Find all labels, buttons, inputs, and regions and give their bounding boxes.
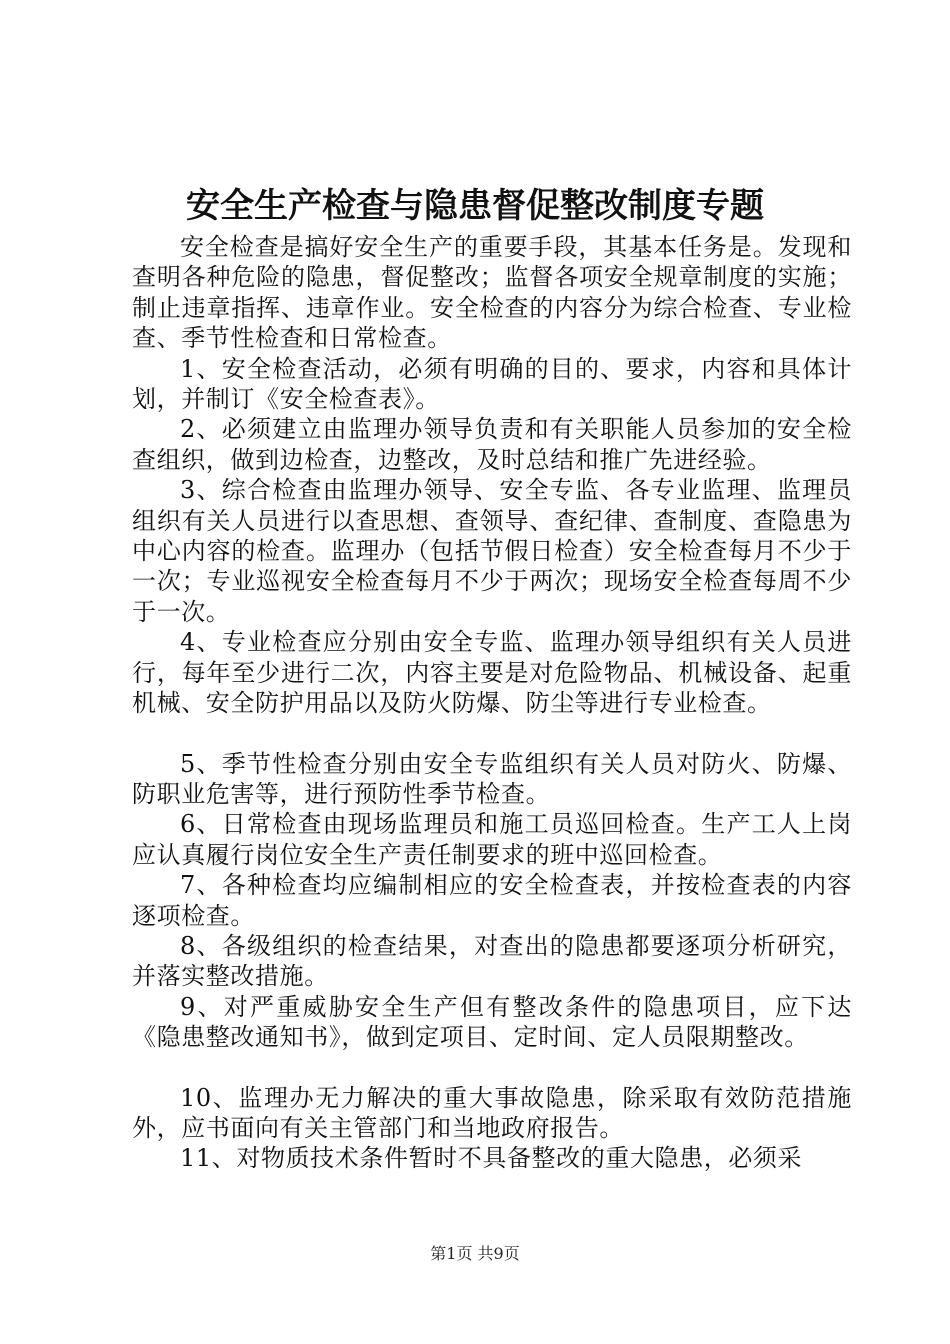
clause-2: 2、必须建立由监理办领导负责和有关职能人员参加的安全检查组织，做到边检查，边整改，及时总结和推广先进经验。 (132, 415, 852, 474)
clause-7: 7、各种检查均应编制相应的安全检查表，并按检查表的内容逐项检查。 (132, 871, 852, 930)
clause-6: 6、日常检查由现场监理员和施工员巡回检查。生产工人上岗应认真履行岗位安全生产责任制要求的班中巡回检查。 (132, 810, 852, 869)
clause-9: 9、对严重威胁安全生产但有整改条件的隐患项目，应下达《隐患整改通知书》，做到定项目、定时间、定人员限期整改。 (132, 992, 852, 1052)
clause-10: 10、监理办无力解决的重大事故隐患，除采取有效防范措施外，应书面向有关主管部门和当地政府报告。 (132, 1083, 852, 1142)
clause-1: 1、安全检查活动，必须有明确的目的、要求，内容和具体计划，并制订《安全检查表》。 (132, 354, 852, 414)
clause-11: 11、对物质技术条件暂时不具备整改的重大隐患，必须采 (180, 1144, 803, 1173)
clause-4: 4、专业检查应分别由安全专监、监理办领导组织有关人员进行，每年至少进行二次，内容主要是对危险物品、机械设备、起重机械、安全防护用品以及防火防爆、防尘等进行专业检查。 (132, 628, 852, 718)
clause-8: 8、各级组织的检查结果，对查出的隐患都要逐项分析研究，并落实整改措施。 (132, 931, 852, 991)
clause-5: 5、季节性检查分别由安全专监组织有关人员对防火、防爆、防职业危害等，进行预防性季节检查。 (132, 749, 852, 808)
page-number-footer: 第1页 共9页 (430, 1244, 520, 1263)
document-body (132, 232, 852, 1174)
intro-paragraph: 安全检查是搞好安全生产的重要手段，其基本任务是。发现和查明各种危险的隐患，督促整改；监督各项安全规章制度的实施；制止违章指挥、违章作业。安全检查的内容分为综合检查、专业检查、季节性检查和日常检查。 (132, 233, 852, 353)
document-title: 安全生产检查与隐患督促整改制度专题 (186, 186, 764, 226)
clause-3: 3、综合检查由监理办领导、安全专监、各专业监理、监理员组织有关人员进行以查思想、查领导、查纪律、查制度、查隐患为中心内容的检查。监理办（包括节假日检查）安全检查每月不少于一次；专业巡视安全检查每月不少于两次；现场安全检查每周不少于一次。 (132, 476, 852, 626)
